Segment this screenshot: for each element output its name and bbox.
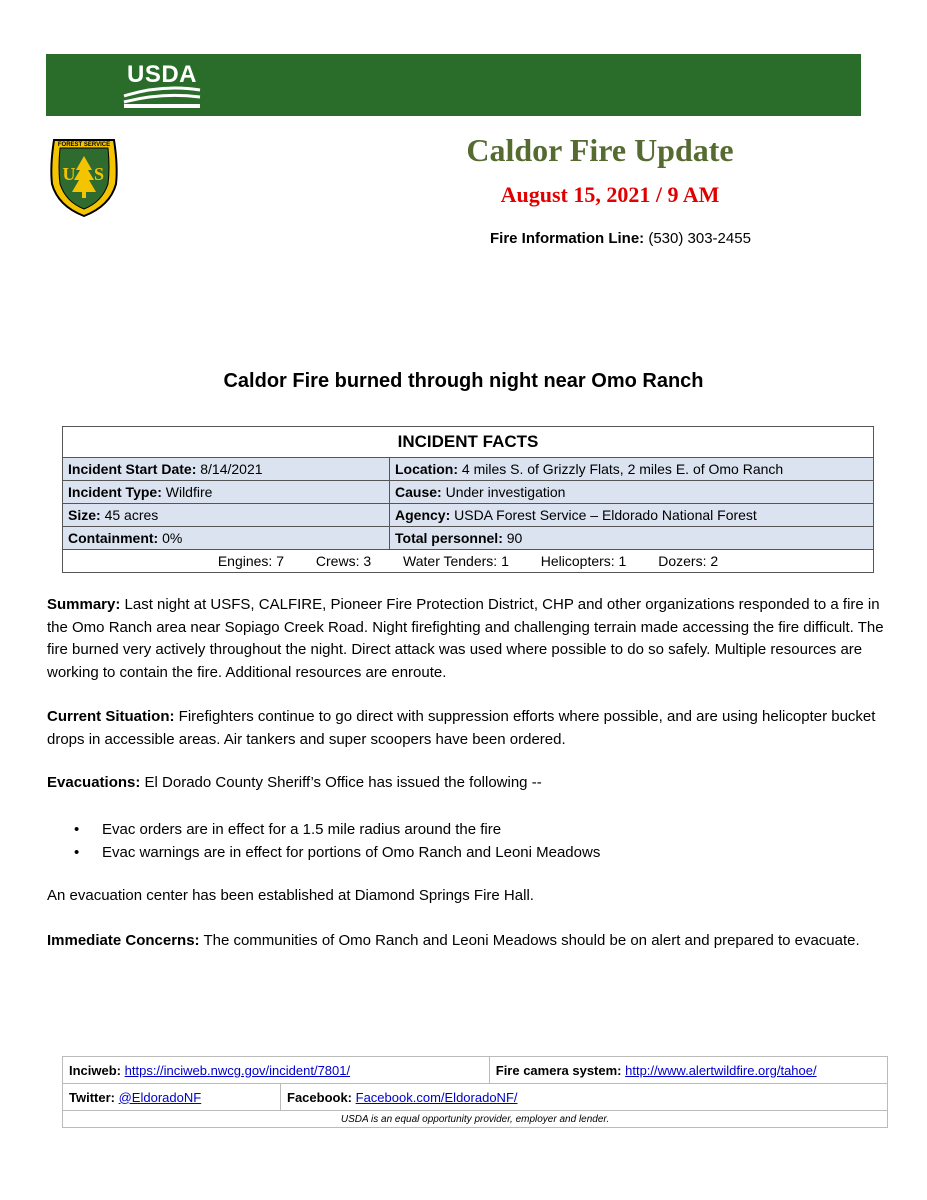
incident-start-date-cell: Incident Start Date: 8/14/2021 [63, 458, 390, 481]
engines-count: Engines: 7 [217, 553, 285, 569]
resources-row [63, 550, 874, 573]
current-situation-label: Current Situation: [47, 708, 175, 725]
info-line-phone: (530) 303-2455 [648, 230, 751, 247]
summary-text: Last night at USFS, CALFIRE, Pioneer Fire Protection District, CHP and other organizations responded to a fire in the Omo Ranch area near Sopiago Creek Road. Night firefighting and challenging terrain made accessing the fire difficult. The fire burned very actively throughout the night. Direct attack was used where possible to do so safely. Multiple resources are working to contain the fire. Additional resources are enroute. [47, 596, 884, 681]
cause-cell: Cause: Under investigation [390, 481, 874, 504]
immediate-concerns-label: Immediate Concerns: [47, 932, 200, 949]
incident-facts-table [62, 426, 874, 573]
forest-service-shield-icon [46, 136, 122, 218]
twitter-cell [63, 1084, 281, 1111]
incident-type-cell: Incident Type: Wildfire [63, 481, 390, 504]
usda-logo-swoosh-icon [122, 62, 202, 110]
location-cell: Location: 4 miles S. of Grizzly Flats, 2 miles E. of Omo Ranch [390, 458, 874, 481]
immediate-concerns-paragraph [47, 930, 887, 953]
inciweb-link[interactable]: https://inciweb.nwcg.gov/incident/7801/ [124, 1062, 351, 1078]
total-personnel-cell: Total personnel: 90 [390, 527, 874, 550]
dozers-count: Dozers: 2 [658, 553, 719, 569]
twitter-label: Twitter: [69, 1089, 115, 1105]
usda-logo-text: USDA [126, 61, 197, 88]
footer-links-table [62, 1056, 888, 1128]
agency-cell: Agency: USDA Forest Service – Eldorado National Forest [390, 504, 874, 527]
water-tenders-count: Water Tenders: 1 [403, 553, 509, 569]
facebook-link[interactable]: Facebook.com/EldoradoNF/ [355, 1089, 518, 1105]
inciweb-cell [63, 1057, 490, 1084]
info-line-label: Fire Information Line: [490, 230, 645, 247]
table-row [63, 458, 874, 481]
facebook-label: Facebook: [287, 1089, 353, 1105]
fire-camera-cell [489, 1057, 887, 1084]
update-date: August 15, 2021 / 9 AM [500, 182, 720, 207]
current-situation-paragraph [47, 706, 887, 751]
table-row [63, 481, 874, 504]
usda-logo [122, 62, 202, 110]
evacuations-paragraph [47, 772, 887, 795]
containment-cell: Containment: 0% [63, 527, 390, 550]
evacuations-text: El Dorado County Sheriff’s Office has issued the following -- [140, 774, 542, 791]
svg-text:S: S [93, 164, 105, 184]
svg-text:FOREST SERVICE: FOREST SERVICE [57, 142, 111, 148]
svg-text:U: U [62, 164, 76, 184]
list-item: • Evac warnings are in effect for portions of Omo Ranch and Leoni Meadows [70, 841, 600, 864]
summary-label: Summary: [47, 596, 121, 613]
incident-facts-title: INCIDENT FACTS [63, 427, 874, 458]
table-row [63, 527, 874, 550]
current-situation-text: Firefighters continue to go direct with suppression efforts where possible, and are using helicopter bucket drops in accessible areas. Air tankers and super scoopers have been ordered. [47, 708, 876, 748]
evacuation-center-paragraph: An evacuation center has been established at Diamond Springs Fire Hall. [47, 887, 534, 904]
headline: Caldor Fire burned through night near Omo Ranch [223, 370, 704, 392]
evacuations-label: Evacuations: [47, 774, 141, 791]
evacuations-list [70, 818, 600, 864]
equal-opportunity-statement: USDA is an equal opportunity provider, employer and lender. [63, 1111, 888, 1128]
table-row [63, 504, 874, 527]
fire-camera-link[interactable]: http://www.alertwildfire.org/tahoe/ [625, 1062, 817, 1078]
inciweb-label: Inciweb: [69, 1062, 122, 1078]
list-item: • Evac orders are in effect for a 1.5 mile radius around the fire [70, 818, 600, 841]
fire-information-line [490, 230, 751, 247]
page-title: Caldor Fire Update [466, 132, 734, 168]
immediate-concerns-text: The communities of Omo Ranch and Leoni Meadows should be on alert and prepared to evacuate. [199, 932, 860, 949]
size-cell: Size: 45 acres [63, 504, 390, 527]
facebook-cell [281, 1084, 888, 1111]
summary-paragraph [47, 594, 887, 684]
crews-count: Crews: 3 [315, 553, 372, 569]
twitter-link[interactable]: @EldoradoNF [118, 1089, 202, 1105]
fire-camera-label: Fire camera system: [495, 1062, 622, 1078]
helicopters-count: Helicopters: 1 [540, 553, 627, 569]
